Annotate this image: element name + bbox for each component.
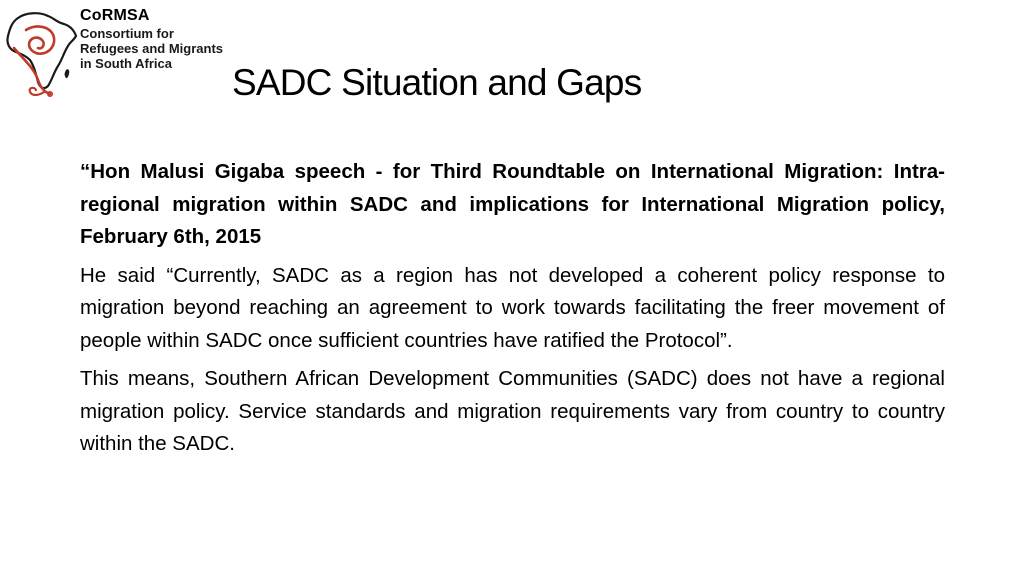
logo-text [80,8,223,71]
logo-line-1: Consortium for [80,26,174,41]
quote-paragraph: “Hon Malusi Gigaba speech - for Third Roundtable on International Migration: Intra-regional migration within SADC and implications for International Migration policy, February 6th, 2015 [80,160,945,248]
logo-acronym: CoRMSA [80,7,150,24]
slide-body [80,156,945,467]
slide-title: SADC Situation and Gaps [232,62,642,103]
speech-paragraph: He said “Currently, SADC as a region has not developed a coherent policy response to migration beyond reaching an agreement to work towards facilitating the freer movement of people within SADC once sufficient countries have ratified the Protocol”. [80,263,945,352]
logo-line-2: Refugees and Migrants [80,41,224,56]
africa-map-icon [4,8,82,100]
summary-paragraph: This means, Southern African Development Communities (SADC) does not have a regional migration policy. Service standards and migration requirements vary from country to country within the SADC. [80,367,945,455]
logo-line-3: in South Africa [80,56,172,71]
cormsa-logo [4,8,224,100]
